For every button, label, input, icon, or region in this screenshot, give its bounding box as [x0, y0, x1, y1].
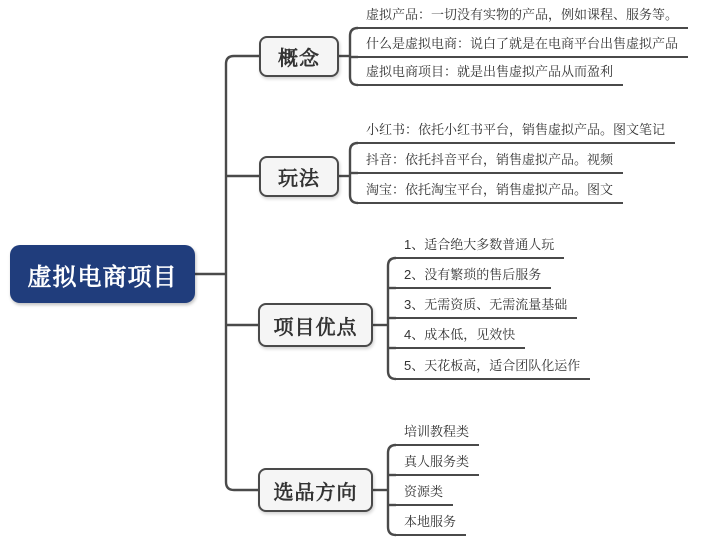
leaf-node[interactable]: 真人服务类 — [396, 452, 479, 476]
leaf-node[interactable]: 资源类 — [396, 482, 453, 506]
root-node[interactable]: 虚拟电商项目 — [10, 245, 195, 303]
leaf-node[interactable]: 1、适合绝大多数普通人玩 — [396, 235, 564, 259]
leaf-node[interactable]: 3、无需资质、无需流量基础 — [396, 295, 577, 319]
leaf-node[interactable]: 什么是虚拟电商：说白了就是在电商平台出售虚拟产品 — [358, 34, 688, 58]
branch-node-product-selection[interactable]: 选品方向 — [258, 468, 373, 512]
leaf-node[interactable]: 小红书：依托小红书平台，销售虚拟产品。图文笔记 — [358, 120, 675, 144]
leaf-node[interactable]: 2、没有繁琐的售后服务 — [396, 265, 551, 289]
leaf-node[interactable]: 虚拟电商项目：就是出售虚拟产品从而盈利 — [358, 62, 623, 86]
leaf-node[interactable]: 本地服务 — [396, 512, 466, 536]
branch-node-playstyle[interactable]: 玩法 — [259, 156, 339, 197]
branch-node-concept[interactable]: 概念 — [259, 36, 339, 77]
leaf-node[interactable]: 抖音：依托抖音平台，销售虚拟产品。视频 — [358, 150, 623, 174]
leaf-node[interactable]: 4、成本低，见效快 — [396, 325, 525, 349]
leaf-node[interactable]: 淘宝：依托淘宝平台，销售虚拟产品。图文 — [358, 180, 623, 204]
leaf-node[interactable]: 5、天花板高，适合团队化运作 — [396, 356, 590, 380]
branch-node-advantages[interactable]: 项目优点 — [258, 303, 373, 347]
leaf-node[interactable]: 虚拟产品：一切没有实物的产品，例如课程、服务等。 — [358, 5, 688, 29]
leaf-node[interactable]: 培训教程类 — [396, 422, 479, 446]
